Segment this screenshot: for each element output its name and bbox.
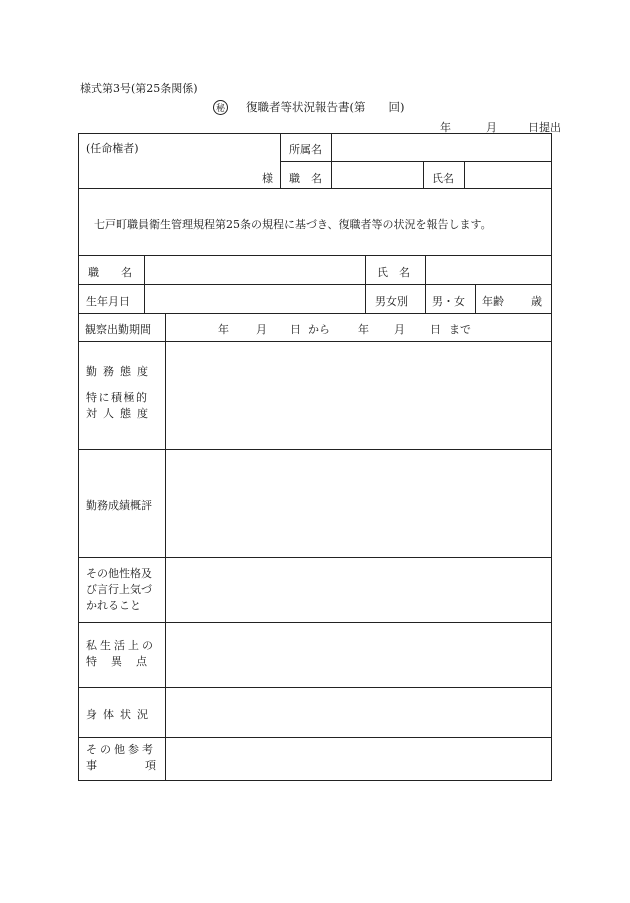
period-to-year: 年 <box>358 323 369 336</box>
personality-line-2: び言行上気づ <box>86 582 152 596</box>
document-title-area <box>213 99 404 115</box>
affiliation-label: 所属名 <box>289 143 322 156</box>
document-title: 復職者等状況報告書(第 回) <box>246 100 405 114</box>
period-from-month: 月 <box>256 323 267 336</box>
confidential-seal-icon: 秘 <box>213 100 228 115</box>
period-to-month: 月 <box>394 323 405 336</box>
appointer-label: (任命権者) <box>86 142 139 155</box>
other-remarks-label <box>86 742 204 774</box>
submit-year: 年 <box>440 121 451 134</box>
age-label: 年齢 <box>482 295 504 308</box>
personality-line-1: その他性格及 <box>86 567 152 580</box>
submit-month: 月 <box>486 121 497 134</box>
reporter-position-label: 職 名 <box>289 172 322 185</box>
birthdate-label: 生年月日 <box>86 295 130 308</box>
gender-label: 男女別 <box>375 295 408 308</box>
other-line-2: 事項 <box>86 758 204 772</box>
other-line-1: その他参考 <box>86 743 156 756</box>
honorific-sama: 様 <box>262 172 273 185</box>
performance-label: 勤務成績概評 <box>86 499 152 512</box>
age-unit: 歳 <box>531 295 542 308</box>
attitude-line-2: 特に積極的 <box>86 390 149 404</box>
period-until: まで <box>449 323 471 336</box>
attitude-line-3: 対人態度 <box>86 406 154 420</box>
period-from-year: 年 <box>218 323 229 336</box>
form-number: 様式第3号(第25条関係) <box>80 82 198 95</box>
reporter-name-label: 氏名 <box>432 172 454 185</box>
attitude-label <box>86 364 160 422</box>
observation-period-label: 観察出勤期間 <box>85 323 151 336</box>
report-statement: 七戸町職員衛生管理規程第25条の規程に基づき、復職者等の状況を報告します。 <box>94 218 492 231</box>
private-line-1: 私生活上の <box>86 639 156 652</box>
private-life-label <box>86 638 161 670</box>
period-from: から <box>308 323 330 336</box>
subject-name-label: 氏 名 <box>377 266 410 279</box>
physical-condition-label: 身体状況 <box>86 708 154 721</box>
attitude-line-1: 勤務態度 <box>86 365 154 378</box>
subject-position-label: 職 名 <box>88 266 132 279</box>
gender-options: 男・女 <box>432 295 465 308</box>
period-to-day: 日 <box>430 323 441 336</box>
private-line-2: 特異点 <box>86 654 161 668</box>
submit-day: 日提出 <box>528 121 561 134</box>
personality-line-3: かれること <box>86 598 141 612</box>
personality-label <box>86 566 152 614</box>
period-from-day: 日 <box>290 323 301 336</box>
